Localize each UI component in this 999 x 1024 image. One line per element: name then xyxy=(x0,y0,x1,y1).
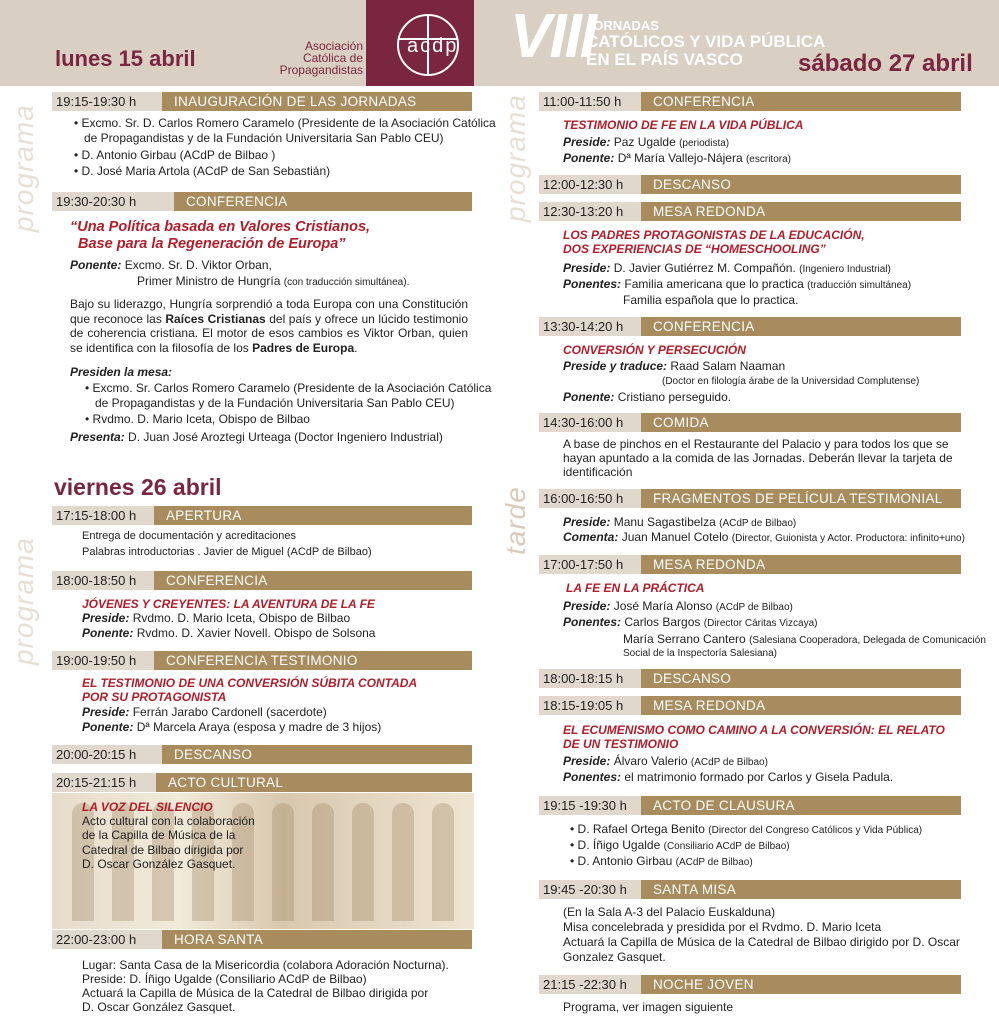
speaker-name: • D. Antonio Girbau xyxy=(570,854,673,868)
session-label: CONFERENCIA xyxy=(641,92,961,111)
info-line: Palabras introductorias . Javier de Miguel (ACdP de Bilbao) xyxy=(82,546,372,558)
session-label: DESCANSO xyxy=(641,175,961,194)
session-label: MESA REDONDA xyxy=(641,696,961,715)
speaker-name: Juan Manuel Cotelo xyxy=(621,530,729,544)
session-title: LOS PADRES PROTAGONISTAS DE LA EDUCACIÓN, xyxy=(563,228,865,242)
session-label: HORA SANTA xyxy=(162,930,472,949)
role-label: Preside: xyxy=(563,754,611,768)
info-line: (En la Sala A-3 del Palacio Euskalduna) xyxy=(563,905,776,919)
speaker-name: Excmo. Sr. D. Viktor Orban, xyxy=(124,258,272,272)
role-label: Ponentes: xyxy=(563,277,622,291)
session-time: 17:00-17:50 h xyxy=(539,555,641,574)
speaker-name: Raad Salam Naaman xyxy=(670,359,786,373)
monday-title: lunes 15 abril xyxy=(55,46,196,71)
info-line: D. Oscar González Gasquet. xyxy=(82,1000,236,1014)
info-line: Gonzalez Gasquet. xyxy=(563,950,666,964)
info-line: Misa concelebrada y presidida por el Rvdmo. D. Mario Iceta xyxy=(563,920,882,934)
info-line: Lugar: Santa Casa de la Misericordia (colabora Adoración Nocturna). xyxy=(82,958,449,972)
speaker-line: • Excmo. Sr. D. Carlos Romero Caramelo (Presidente de la Asociación Católica xyxy=(74,116,496,130)
info-line: hayan apuntado a la comida de las Jornadas. Deberán llevar la tarjeta de xyxy=(563,451,953,465)
session-header xyxy=(539,880,961,899)
session-title: EL ECUMENISMO COMO CAMINO A LA CONVERSIÓN: EL RELATO xyxy=(563,723,945,737)
session-time: 19:45 -20:30 h xyxy=(539,880,641,899)
session-header xyxy=(52,192,472,211)
speaker-name: Ferrán Jarabo Cardonell (sacerdote) xyxy=(132,705,327,719)
assoc-line: Asociación xyxy=(304,39,363,53)
speaker-name: Álvaro Valerio xyxy=(613,754,688,768)
session-header xyxy=(539,975,961,994)
session-title: DOS EXPERIENCIAS DE “HOMESCHOOLING” xyxy=(563,242,826,256)
speaker-note: (Director, Guionista y Actor. Productora: infinito+uno) xyxy=(731,533,965,544)
assoc-line: Propagandistas xyxy=(279,63,363,77)
speaker-note: (Doctor en filología árabe de la Universidad Complutense) xyxy=(662,376,920,387)
speaker-name: José María Alonso xyxy=(613,599,713,613)
session-header xyxy=(539,317,961,336)
speaker-name: Rvdmo. D. Mario Iceta, Obispo de Bilbao xyxy=(132,611,351,625)
conference-title: “Una Política basada en Valores Cristianos, xyxy=(70,219,371,235)
speaker-line: • Rvdmo. D. Mario Iceta, Obispo de Bilbao xyxy=(85,412,310,426)
session-time: 17:15-18:00 h xyxy=(52,506,154,525)
session-header xyxy=(539,555,961,574)
session-title: EL TESTIMONIO DE UNA CONVERSIÓN SÚBITA CONTADA xyxy=(82,676,418,690)
jornadas-line: CATÓLICOS Y VIDA PÚBLICA xyxy=(586,32,826,51)
session-label: ACTO DE CLAUSURA xyxy=(641,796,961,815)
session-header xyxy=(52,930,472,949)
speaker-name: Dª María Vallejo-Nájera xyxy=(617,151,743,165)
conference-description: Bajo su liderazgo, Hungría sorprendió a toda Europa con una Constitución que reconoce las Raíces Cristianas del país y ofrece un lúcido testimonio de coherencia cristiana. El motor de esos cambios es Viktor Orban, quien se identifica con la filosofía de los Padres de Europa. xyxy=(70,297,468,355)
info-line: identificación xyxy=(563,465,633,479)
speaker-line: • D. Antonio Girbau (ACdP de Bilbao ) xyxy=(74,148,276,162)
session-label: INAUGURACIÓN DE LAS JORNADAS xyxy=(162,92,472,111)
speaker-name: Rvdmo. D. Xavier Novell. Obispo de Solsona xyxy=(136,626,376,640)
session-header xyxy=(539,202,961,221)
speaker-name: Familia americana que lo practica xyxy=(624,277,804,291)
speaker-role: Primer Ministro de Hungría xyxy=(137,274,281,288)
role-label: Ponentes: xyxy=(563,615,622,629)
session-label: ACTO CULTURAL xyxy=(156,773,472,792)
speaker-line: • Excmo. Sr. Carlos Romero Caramelo (Presidente de la Asociación Católica xyxy=(85,381,492,395)
role-label: Presenta: xyxy=(70,430,125,444)
speaker-note: (ACdP de Bilbao) xyxy=(690,757,768,768)
session-time: 16:00-16:50 h xyxy=(539,489,641,508)
edition-number: VIII xyxy=(510,2,596,71)
session-time: 19:15 -19:30 h xyxy=(539,796,641,815)
speaker-name: • D. Rafael Ortega Benito xyxy=(570,822,705,836)
session-title: LA VOZ DEL SILENCIO xyxy=(82,800,213,814)
session-time: 18:00-18:50 h xyxy=(52,571,154,590)
speaker-note: (Consiliario ACdP de Bilbao) xyxy=(663,841,790,852)
speaker-note: (Ingeniero Industrial) xyxy=(799,264,891,275)
session-header xyxy=(539,92,961,111)
role-label: Presiden la mesa: xyxy=(70,365,173,379)
session-label: CONFERENCIA xyxy=(154,571,472,590)
speaker-note: (ACdP de Bilbao) xyxy=(715,602,793,613)
tarde-vertical-label: tarde xyxy=(500,486,531,555)
session-header xyxy=(52,571,472,590)
speaker-name: Familia española que lo practica. xyxy=(623,293,799,307)
session-title: TESTIMONIO DE FE EN LA VIDA PÚBLICA xyxy=(563,118,804,132)
speaker-line: • D. José Maria Artola (ACdP de San Sebastián) xyxy=(74,164,331,178)
role-label: Preside: xyxy=(563,135,611,149)
friday-title: viernes 26 abril xyxy=(54,474,222,500)
session-time: 19:15-19:30 h xyxy=(52,92,162,111)
programa-vertical-label: programa xyxy=(8,104,39,232)
session-header xyxy=(52,745,472,764)
role-label: Preside: xyxy=(563,261,611,275)
info-line: Programa, ver imagen siguiente xyxy=(563,1000,734,1014)
session-header xyxy=(52,506,472,525)
jornadas-title xyxy=(586,18,825,69)
session-label: APERTURA xyxy=(154,506,472,525)
speaker-note: (Director Cáritas Vizcaya) xyxy=(703,618,818,629)
role-label: Ponentes: xyxy=(563,770,622,784)
role-label: Ponente: xyxy=(70,258,122,272)
session-time: 21:15 -22:30 h xyxy=(539,975,641,994)
info-line: Catedral de Bilbao dirigida por xyxy=(82,843,244,857)
session-label: MESA REDONDA xyxy=(641,202,961,221)
info-line: A base de pinchos en el Restaurante del Palacio y para todos los que se xyxy=(563,437,949,451)
speaker-note: (ACdP de Bilbao) xyxy=(675,857,753,868)
role-label: Ponente: xyxy=(563,151,615,165)
info-line: D. Oscar González Gasquet. xyxy=(82,857,236,871)
session-label: SANTA MISA xyxy=(641,880,961,899)
session-title: CONVERSIÓN Y PERSECUCIÓN xyxy=(563,343,746,357)
session-label: DESCANSO xyxy=(641,669,961,688)
conference-title: Base para la Regeneración de Europa” xyxy=(78,236,346,252)
session-time: 11:00-11:50 h xyxy=(539,92,641,111)
session-time: 14:30-16:00 h xyxy=(539,413,641,432)
info-line: Preside: D. Íñigo Ugalde (Consiliario ACdP de Bilbao) xyxy=(82,972,367,986)
jornadas-line: EN EL PAÍS VASCO xyxy=(586,50,743,69)
session-label: FRAGMENTOS DE PELÍCULA TESTIMONIAL xyxy=(641,489,961,508)
info-line: Actuará la Capilla de Música de la Catedral de Bilbao dirigido por D. Oscar xyxy=(563,935,960,949)
association-name xyxy=(280,40,363,76)
session-time: 20:00-20:15 h xyxy=(52,745,162,764)
acdp-logo-text: acdp xyxy=(407,35,459,57)
speaker-note: (Director del Congreso Católicos y Vida Pública) xyxy=(708,825,923,836)
speaker-name: Dª Marcela Araya (esposa y madre de 3 hijos) xyxy=(136,720,382,734)
role-label: Ponente: xyxy=(82,720,134,734)
speaker-name: D. Juan José Aroztegi Urteaga (Doctor Ingeniero Industrial) xyxy=(128,430,443,444)
session-header xyxy=(539,489,961,508)
session-label: CONFERENCIA xyxy=(641,317,961,336)
session-time: 22:00-23:00 h xyxy=(52,930,162,949)
role-label: Preside: xyxy=(82,611,130,625)
assoc-line: Católica de xyxy=(302,51,363,65)
speaker-note: (traducción simultánea) xyxy=(807,280,912,291)
session-header xyxy=(52,651,472,670)
speaker-name: el matrimonio formado por Carlos y Gisela Padula. xyxy=(624,770,894,784)
speaker-name: Paz Ugalde xyxy=(613,135,676,149)
speaker-name: Carlos Bargos xyxy=(624,615,701,629)
info-line: Actuará la Capilla de Música de la Catedral de Bilbao dirigida por xyxy=(82,986,429,1000)
session-time: 13:30-14:20 h xyxy=(539,317,641,336)
session-header xyxy=(539,669,961,688)
speaker-line: de Propagandistas y de la Fundación Universitaria San Pablo CEU) xyxy=(95,396,455,410)
session-label: MESA REDONDA xyxy=(641,555,961,574)
session-header xyxy=(539,796,961,815)
role-label: Preside: xyxy=(563,515,611,529)
session-header xyxy=(539,413,961,432)
speaker-name: • D. Íñigo Ugalde xyxy=(570,838,661,852)
role-label: Preside: xyxy=(563,599,611,613)
session-title: POR SU PROTAGONISTA xyxy=(82,690,227,704)
session-label: COMIDA xyxy=(641,413,961,432)
speaker-note: (escritora) xyxy=(745,154,791,165)
role-label: Ponente: xyxy=(82,626,134,640)
role-label: Preside y traduce: xyxy=(563,359,668,373)
saturday-title: sábado 27 abril xyxy=(798,50,973,77)
speaker-name: Manu Sagastibelza xyxy=(613,515,716,529)
programa-vertical-label: programa xyxy=(8,537,39,665)
session-time: 12:30-13:20 h xyxy=(539,202,641,221)
session-label: DESCANSO xyxy=(162,745,472,764)
speaker-note: (periodista) xyxy=(679,138,730,149)
programa-vertical-label: programa xyxy=(500,94,531,222)
session-time: 19:00-19:50 h xyxy=(52,651,154,670)
session-label: CONFERENCIA TESTIMONIO xyxy=(154,651,472,670)
session-label: CONFERENCIA xyxy=(174,192,472,211)
session-label: NOCHE JOVEN xyxy=(641,975,961,994)
session-header xyxy=(539,696,961,715)
session-time: 19:30-20:30 h xyxy=(52,192,174,211)
speaker-note: Social de la Inspectoría Salesiana) xyxy=(623,648,777,659)
speaker-name: D. Javier Gutiérrez M. Compañón. xyxy=(613,261,796,275)
session-time: 12:00-12:30 h xyxy=(539,175,641,194)
session-time: 20:15-21:15 h xyxy=(52,773,156,792)
role-label: Preside: xyxy=(82,705,130,719)
session-header xyxy=(52,773,472,792)
speaker-note: (con traducción simultánea). xyxy=(283,277,410,288)
session-time: 18:00-18:15 h xyxy=(539,669,641,688)
speaker-name: Cristiano perseguido. xyxy=(617,390,732,404)
session-header xyxy=(52,92,472,111)
info-line: Acto cultural con la colaboración xyxy=(82,814,255,828)
role-label: Ponente: xyxy=(563,390,615,404)
session-title: LA FE EN LA PRÁCTICA xyxy=(566,581,705,595)
session-header xyxy=(539,175,961,194)
speaker-line: de Propagandistas y de la Fundación Universitaria San Pablo CEU) xyxy=(84,131,444,145)
speaker-name: María Serrano Cantero xyxy=(623,632,746,646)
speaker-note: (ACdP de Bilbao) xyxy=(719,518,797,529)
info-line: Entrega de documentación y acreditaciones xyxy=(82,530,297,542)
jornadas-line: JORNADAS xyxy=(586,18,659,33)
session-title: JÓVENES Y CREYENTES: LA AVENTURA DE LA FE xyxy=(82,597,375,611)
session-title: DE UN TESTIMONIO xyxy=(563,737,679,751)
role-label: Comenta: xyxy=(563,530,619,544)
speaker-note: (Salesiana Cooperadora, Delegada de Comunicación xyxy=(749,635,986,646)
session-time: 18:15-19:05 h xyxy=(539,696,641,715)
info-line: de la Capilla de Música de la xyxy=(82,828,236,842)
